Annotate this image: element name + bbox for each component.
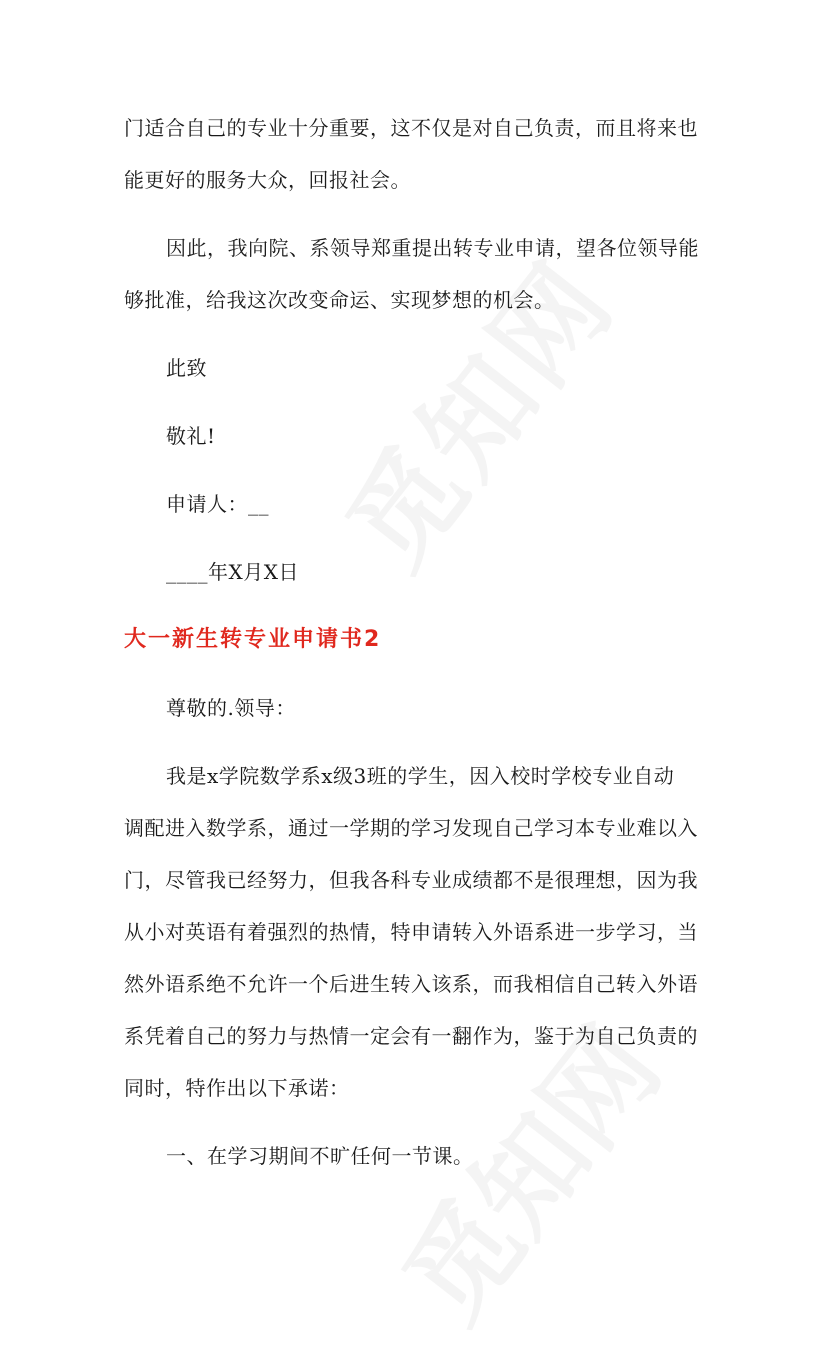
- text-line: 然外语系绝不允许一个后进生转入该系，而我相信自己转入外语: [124, 972, 698, 996]
- text-line: 能更好的服务大众，回报社会。: [124, 168, 411, 192]
- salutation: 尊敬的.领导：: [166, 696, 296, 720]
- date-line: ____年X月X日: [166, 560, 299, 584]
- paragraph-3: [124, 750, 710, 1114]
- text-line: 够批准，给我这次改变命运、实现梦想的机会。: [124, 288, 555, 312]
- applicant-line: 申请人：__: [166, 492, 269, 516]
- paragraph-1: [124, 102, 710, 206]
- closing-greeting: 此致: [166, 356, 207, 380]
- text-line: 门适合自己的专业十分重要，这不仅是对自己负责，而且将来也: [124, 116, 698, 140]
- text-line: 门，尽管我已经努力，但我各科专业成绩都不是很理想，因为我: [124, 868, 698, 892]
- text-line: 因此，我向院、系领导郑重提出转专业申请，望各位领导能: [166, 236, 699, 260]
- promise-item: 一、在学习期间不旷任何一节课。: [166, 1144, 474, 1168]
- closing-salute: 敬礼!: [166, 424, 216, 448]
- section-heading: 大一新生转专业申请书2: [124, 627, 382, 652]
- text-line: 从小对英语有着强烈的热情，特申请转入外语系进一步学习，当: [124, 920, 698, 944]
- text-line: 我是x学院数学系x级3班的学生，因入校时学校专业自动: [166, 764, 675, 788]
- text-line: 系凭着自己的努力与热情一定会有一翻作为，鉴于为自己负责的: [124, 1024, 698, 1048]
- text-line: 同时，特作出以下承诺：: [124, 1076, 350, 1100]
- text-line: 调配进入数学系，通过一学期的学习发现自己学习本专业难以入: [124, 816, 698, 840]
- document-body: [124, 102, 710, 1182]
- paragraph-2: [124, 222, 710, 326]
